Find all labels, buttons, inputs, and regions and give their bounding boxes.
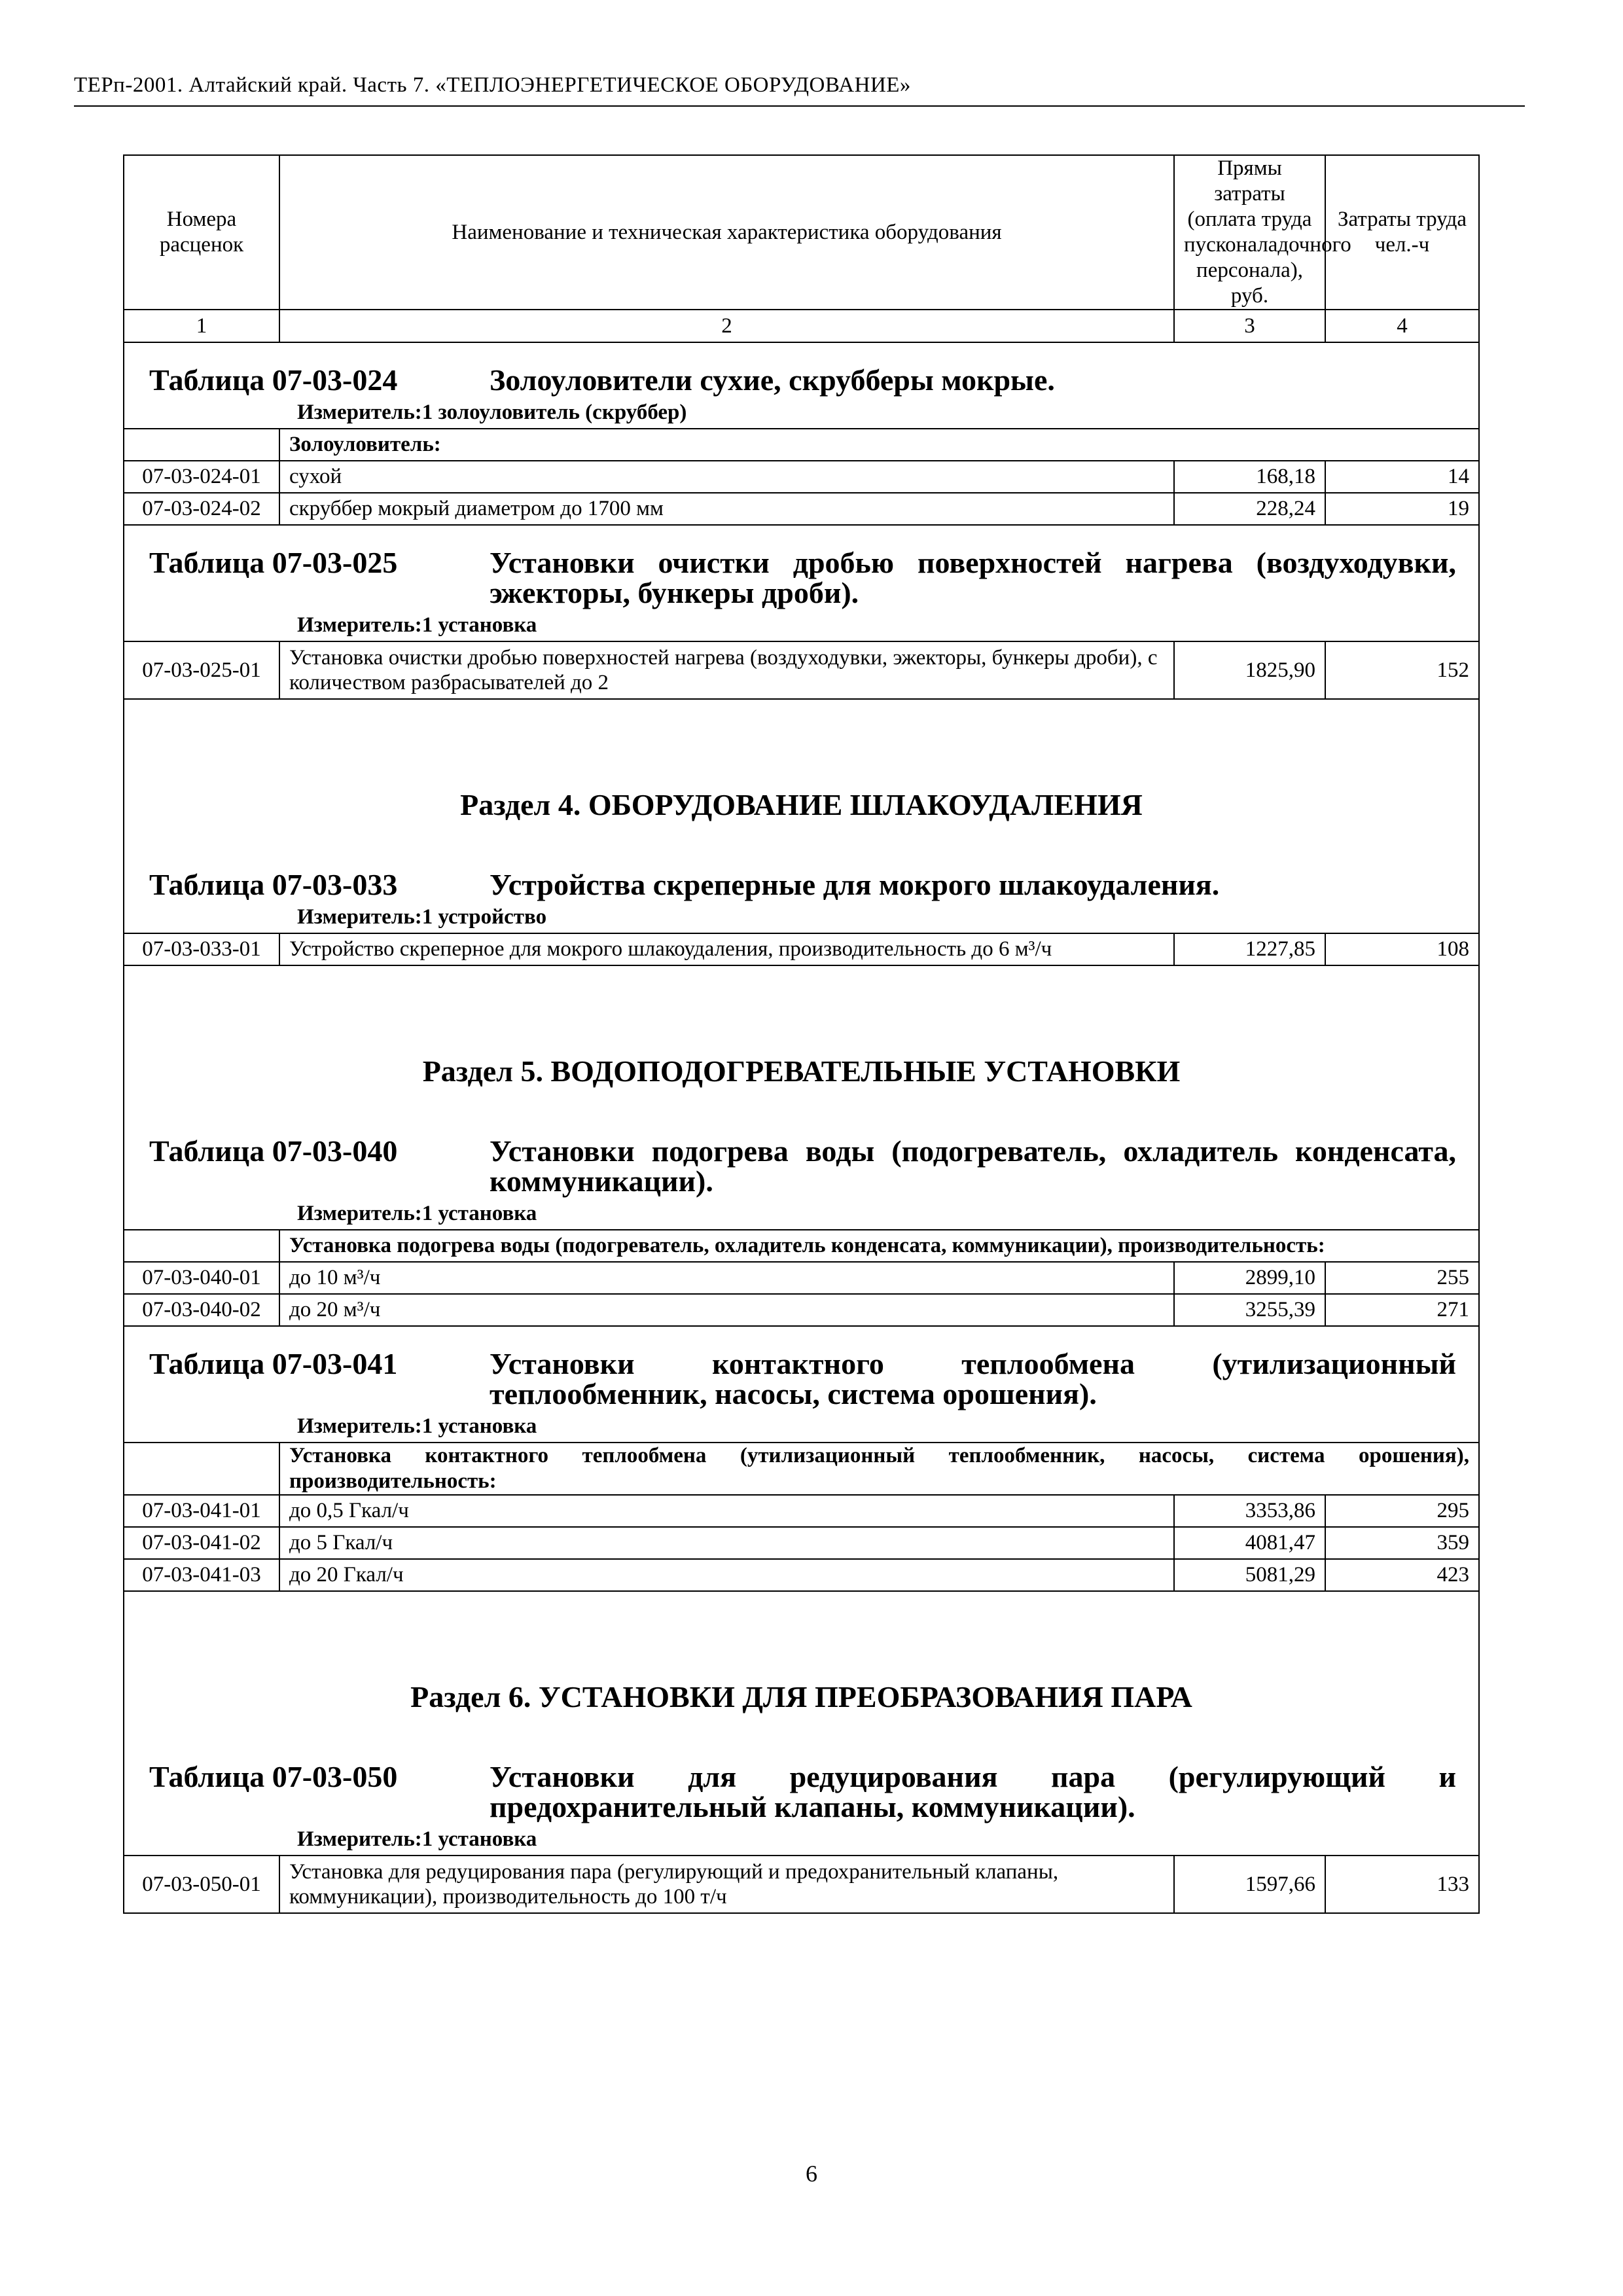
header-rule [74,105,1525,107]
table-row [124,1527,1479,1559]
table-row [124,1294,1479,1326]
rate-labor: 19 [1325,493,1479,525]
meter-text: Измеритель:1 установка [297,1414,537,1438]
col-header-labor: Затраты труда чел.-ч [1325,155,1479,310]
running-header: ТЕРп-2001. Алтайский край. Часть 7. «ТЕПЛОЭНЕРГЕТИЧЕСКОЕ ОБОРУДОВАНИЕ» [74,73,911,97]
table-row [124,1856,1479,1913]
rate-cost: 1227,85 [1174,933,1325,965]
table-title-row [124,525,1479,608]
table-title-row [124,857,1479,900]
table-title: Установки контактного теплообмена (утилизационный теплообменник, насосы, система орошения). [490,1347,1456,1410]
table-number: Таблица 07-03-025 [149,546,398,579]
meter-row [124,1409,1479,1443]
rate-description: до 10 м³/ч [279,1262,1174,1294]
section-row [124,965,1479,1123]
group-label: Установка подогрева воды (подогреватель, охладитель конденсата, коммуникации), производительность: [279,1230,1479,1262]
table-title-row [124,1326,1479,1409]
rate-description: до 0,5 Гкал/ч [279,1495,1174,1527]
col-number: 2 [279,310,1174,342]
rate-labor: 152 [1325,641,1479,699]
table-title-row [124,342,1479,395]
rate-cost: 1825,90 [1174,641,1325,699]
rate-code: 07-03-025-01 [124,641,279,699]
meter-text: Измеритель:1 золоуловитель (скруббер) [297,401,687,424]
group-label: Золоуловитель: [279,429,1479,461]
rate-labor: 423 [1325,1559,1479,1591]
rate-code: 07-03-024-02 [124,493,279,525]
table-title: Установки подогрева воды (подогреватель, охладитель конденсата, коммуникации). [490,1134,1456,1198]
col-header-cost: Прямы затраты (оплата труда пусконаладочного персонала), руб. [1174,155,1325,310]
meter-row [124,1196,1479,1230]
meter-text: Измеритель:1 устройство [297,905,547,929]
rate-labor: 295 [1325,1495,1479,1527]
section-heading: Раздел 4. ОБОРУДОВАНИЕ ШЛАКОУДАЛЕНИЯ [460,787,1143,821]
rate-labor: 255 [1325,1262,1479,1294]
rate-labor: 14 [1325,461,1479,493]
rate-labor: 133 [1325,1856,1479,1913]
col-header-code: Номера расценок [124,155,279,310]
rate-cost: 5081,29 [1174,1559,1325,1591]
col-number: 3 [1174,310,1325,342]
table-number: Таблица 07-03-033 [149,868,398,901]
col-number: 1 [124,310,279,342]
column-header-row [124,155,1479,310]
rate-description: до 20 м³/ч [279,1294,1174,1326]
rate-code: 07-03-033-01 [124,933,279,965]
rate-cost: 2899,10 [1174,1262,1325,1294]
section-row [124,1591,1479,1749]
rate-code: 07-03-050-01 [124,1856,279,1913]
table-title: Устройства скреперные для мокрого шлакоудаления. [490,868,1220,901]
meter-row [124,608,1479,641]
table-row [124,461,1479,493]
rate-code: 07-03-024-01 [124,461,279,493]
rate-cost: 1597,66 [1174,1856,1325,1913]
rate-code: 07-03-040-02 [124,1294,279,1326]
table-title: Установки очистки дробью поверхностей нагрева (воздуходувки, эжекторы, бункеры дроби). [490,546,1456,609]
rate-cost: 3353,86 [1174,1495,1325,1527]
table-title-row [124,1749,1479,1822]
section-heading: Раздел 6. УСТАНОВКИ ДЛЯ ПРЕОБРАЗОВАНИЯ ПАРА [410,1679,1192,1713]
table-row [124,1262,1479,1294]
group-row [124,1230,1479,1262]
group-row [124,429,1479,461]
rate-description: Установка для редуцирования пара (регулирующий и предохранительный клапаны, коммуникации), производительность до 100 т/ч [279,1856,1174,1913]
group-label: Установка контактного теплообмена (утилизационный теплообменник, насосы, система орошения), производительность: [279,1443,1479,1495]
section-row [124,699,1479,857]
column-number-row [124,310,1479,342]
table-number: Таблица 07-03-024 [149,363,398,397]
rate-cost: 4081,47 [1174,1527,1325,1559]
rate-labor: 271 [1325,1294,1479,1326]
rate-description: Установка очистки дробью поверхностей нагрева (воздуходувки, эжекторы, бункеры дроби), с количеством разбрасывателей до 2 [279,641,1174,699]
table-row [124,1559,1479,1591]
rate-description: скруббер мокрый диаметром до 1700 мм [279,493,1174,525]
rates-table [123,154,1480,1914]
rate-labor: 359 [1325,1527,1479,1559]
section-heading: Раздел 5. ВОДОПОДОГРЕВАТЕЛЬНЫЕ УСТАНОВКИ [422,1054,1181,1088]
meter-text: Измеритель:1 установка [297,1827,537,1851]
rate-code: 07-03-040-01 [124,1262,279,1294]
rate-cost: 168,18 [1174,461,1325,493]
rate-cost: 228,24 [1174,493,1325,525]
rate-labor: 108 [1325,933,1479,965]
rate-code: 07-03-041-03 [124,1559,279,1591]
col-header-name: Наименование и техническая характеристика оборудования [279,155,1174,310]
table-row [124,641,1479,699]
rate-description: сухой [279,461,1174,493]
table-title: Золоуловители сухие, скрубберы мокрые. [490,363,1055,397]
table-row [124,933,1479,965]
table-row [124,1495,1479,1527]
rate-cost: 3255,39 [1174,1294,1325,1326]
table-number: Таблица 07-03-041 [149,1347,398,1380]
meter-text: Измеритель:1 установка [297,613,537,637]
table-title: Установки для редуцирования пара (регулирующий и предохранительный клапаны, коммуникации). [490,1760,1456,1823]
table-number: Таблица 07-03-040 [149,1134,398,1168]
rate-description: до 5 Гкал/ч [279,1527,1174,1559]
meter-row [124,395,1479,429]
rate-description: Устройство скреперное для мокрого шлакоудаления, производительность до 6 м³/ч [279,933,1174,965]
meter-text: Измеритель:1 установка [297,1202,537,1225]
table-title-row [124,1123,1479,1196]
table-number: Таблица 07-03-050 [149,1760,398,1793]
meter-row [124,1822,1479,1856]
col-number: 4 [1325,310,1479,342]
meter-row [124,900,1479,933]
rate-description: до 20 Гкал/ч [279,1559,1174,1591]
rate-code: 07-03-041-02 [124,1527,279,1559]
page-number: 6 [806,2161,817,2187]
rate-code: 07-03-041-01 [124,1495,279,1527]
group-row [124,1443,1479,1495]
table-row [124,493,1479,525]
